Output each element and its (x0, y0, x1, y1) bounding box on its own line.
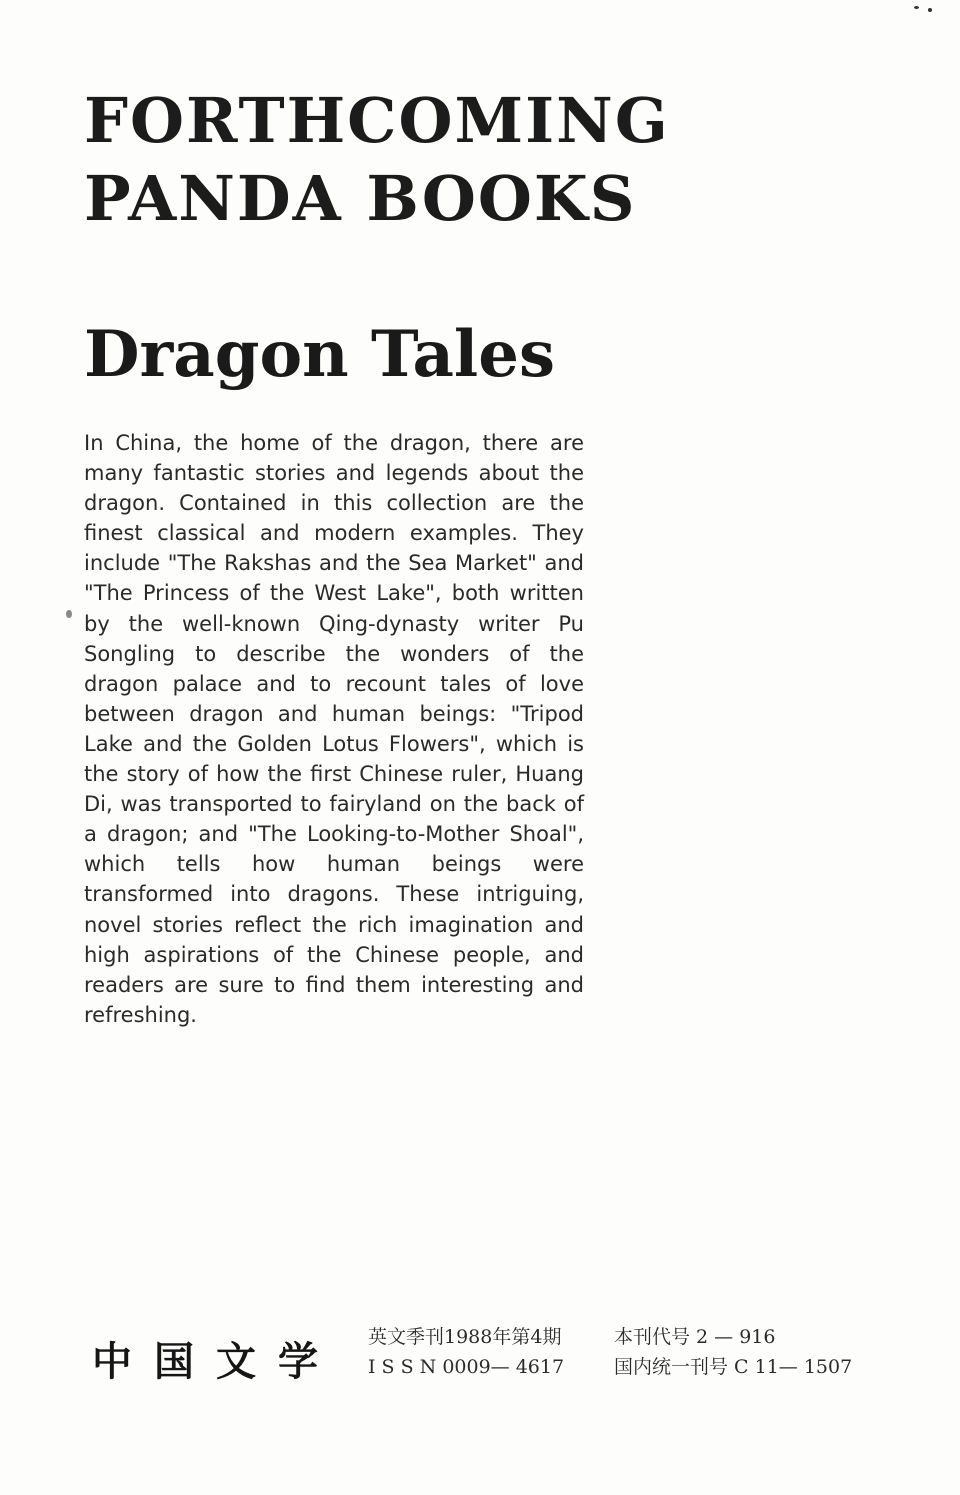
print-speck (66, 610, 72, 618)
issue-line: 英文季刊1988年第4期 (368, 1326, 562, 1348)
domestic-code-line: 国内统一刊号 C 11— 1507 (614, 1356, 853, 1378)
heading-line-2: PANDA BOOKS (84, 162, 637, 235)
print-speck (928, 8, 932, 12)
issue-info (368, 1322, 564, 1382)
book-title: Dragon Tales (84, 317, 555, 392)
chinese-literature-logo: 中国文学 (92, 1338, 340, 1385)
print-speck (914, 6, 919, 9)
code-info (614, 1322, 852, 1382)
book-description: In China, the home of the dragon, there are many fantastic stories and legends about the dragon. Contained in this collection are the finest classical and modern examples. They include "The Rakshas and the Sea Market" and "The Princess of the West Lake", both written by the well-known Qing-dynasty writer Pu Songling to describe the wonders of the dragon palace and to recount tales of love between dragon and human beings: "Tripod Lake and the Golden Lotus Flowers", which is the story of how the first Chinese ruler, Huang Di, was transported to fairyland on the back of a dragon; and "The Looking-to-Mother Shoal", which tells how human beings were transformed into dragons. These intriguing, novel stories reflect the rich imagination and high aspirations of the Chinese people, and readers are sure to find them interesting and refreshing. (84, 431, 584, 1027)
heading-line-1: FORTHCOMING (84, 84, 670, 157)
issn-line: I S S N 0009— 4617 (368, 1356, 565, 1378)
forthcoming-heading (84, 82, 670, 238)
code-line: 本刊代号 2 — 916 (614, 1326, 776, 1348)
publication-footer (92, 1322, 882, 1392)
